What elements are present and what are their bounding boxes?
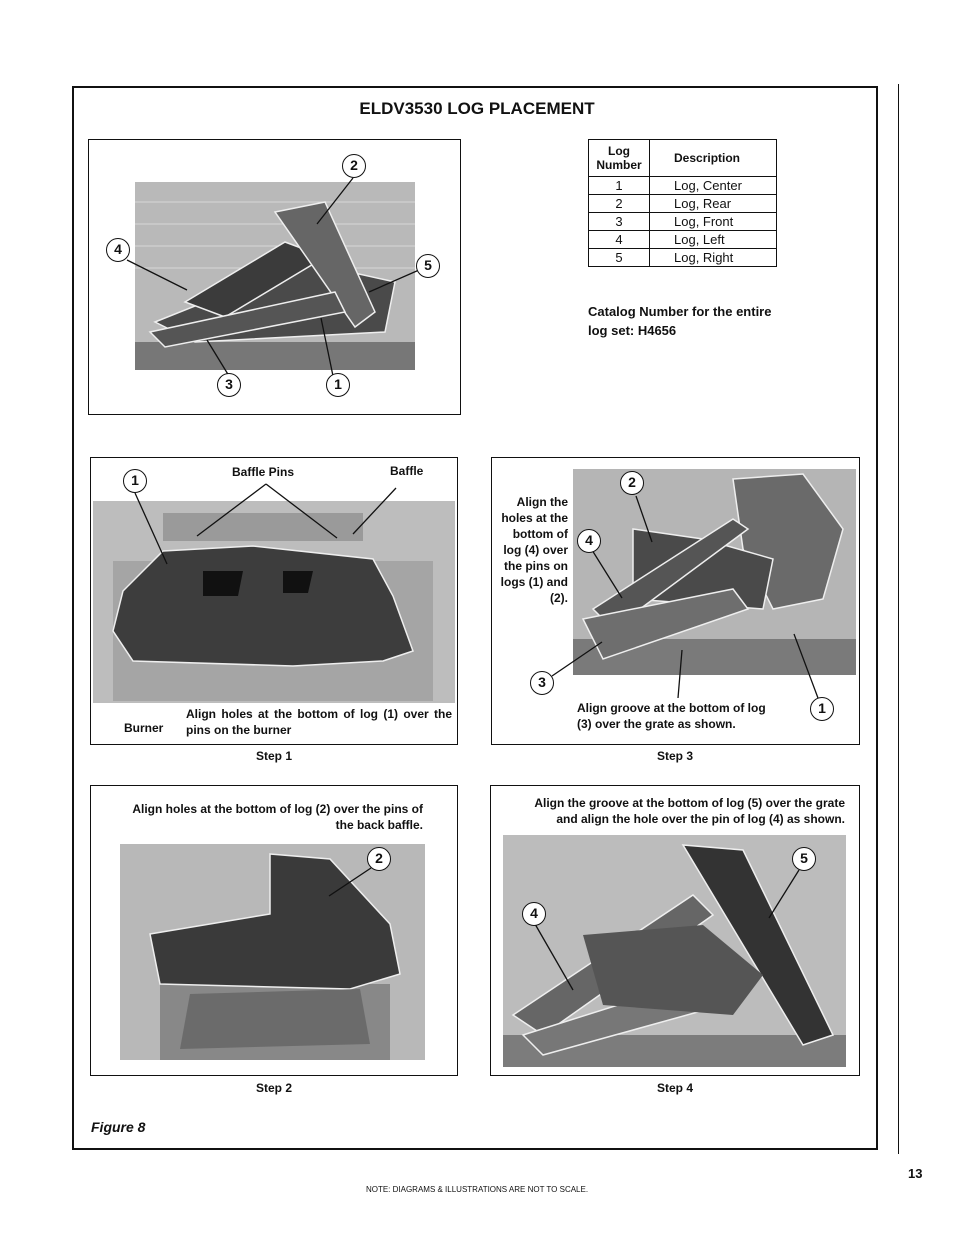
callout-1: 1 <box>326 373 350 397</box>
catalog-note: Catalog Number for the entire log set: H4656 <box>588 304 772 338</box>
step4-label: Step 4 <box>656 1081 693 1095</box>
log-description: Log, Center <box>650 177 777 195</box>
page-title: ELDV3530 LOG PLACEMENT <box>359 99 595 118</box>
step4-figure <box>490 785 860 1076</box>
callout-4: 4 <box>522 902 546 926</box>
callout-2: 2 <box>620 471 644 495</box>
log-description: Log, Left <box>650 231 777 249</box>
callout-4: 4 <box>106 238 130 262</box>
overview-leaders <box>89 140 462 416</box>
margin-rule <box>898 84 899 1154</box>
table-row <box>589 213 777 231</box>
step1-leaders <box>91 458 459 746</box>
table-row <box>589 195 777 213</box>
baffle-pins-label: Baffle Pins <box>232 465 295 479</box>
callout-3: 3 <box>217 373 241 397</box>
log-number: 5 <box>589 249 650 267</box>
page-number: 13 <box>908 1166 923 1181</box>
callout-1: 1 <box>810 697 834 721</box>
log-description: Log, Front <box>650 213 777 231</box>
log-number: 1 <box>589 177 650 195</box>
column-header-description: Description <box>650 140 777 177</box>
callout-4: 4 <box>577 529 601 553</box>
column-header-log-number: Log Number <box>589 140 650 177</box>
log-description: Log, Rear <box>650 195 777 213</box>
step1-label: Step 1 <box>255 749 292 763</box>
figure-label: Figure 8 <box>91 1119 146 1135</box>
callout-5: 5 <box>792 847 816 871</box>
callout-5: 5 <box>416 254 440 278</box>
log-number: 3 <box>589 213 650 231</box>
burner-label: Burner <box>124 721 164 735</box>
step4-instruction: Align the groove at the bottom of log (5) over the grate and align the hole over the pin of log (4) as shown. <box>534 796 845 826</box>
callout-1: 1 <box>123 469 147 493</box>
table-row <box>589 249 777 267</box>
callout-2: 2 <box>342 154 366 178</box>
table-row <box>589 177 777 195</box>
step3-bottom-note: Align groove at the bottom of log (3) over the grate as shown. <box>577 701 766 731</box>
overview-figure <box>88 139 461 415</box>
step1-instruction: Align holes at the bottom of log (1) over the pins on the burner <box>186 707 452 737</box>
callout-3: 3 <box>530 671 554 695</box>
table-row <box>589 231 777 249</box>
step4-leaders <box>491 786 861 1077</box>
step3-figure <box>491 457 860 745</box>
step2-label: Step 2 <box>255 1081 292 1095</box>
table-header-row <box>589 140 777 177</box>
log-parts-table <box>588 139 777 267</box>
step1-figure <box>90 457 458 745</box>
step2-leaders <box>91 786 459 1077</box>
footer-note: NOTE: DIAGRAMS & ILLUSTRATIONS ARE NOT TO SCALE. <box>365 1185 589 1194</box>
log-number: 4 <box>589 231 650 249</box>
step3-label: Step 3 <box>656 749 693 763</box>
log-description: Log, Right <box>650 249 777 267</box>
step2-figure <box>90 785 458 1076</box>
step3-left-note: Align the holes at the bottom of log (4) over the pins on logs (1) and (2). <box>500 495 568 605</box>
log-number: 2 <box>589 195 650 213</box>
step2-instruction: Align holes at the bottom of log (2) over the pins of the back baffle. <box>132 802 423 832</box>
baffle-label: Baffle <box>390 464 424 478</box>
callout-2: 2 <box>367 847 391 871</box>
